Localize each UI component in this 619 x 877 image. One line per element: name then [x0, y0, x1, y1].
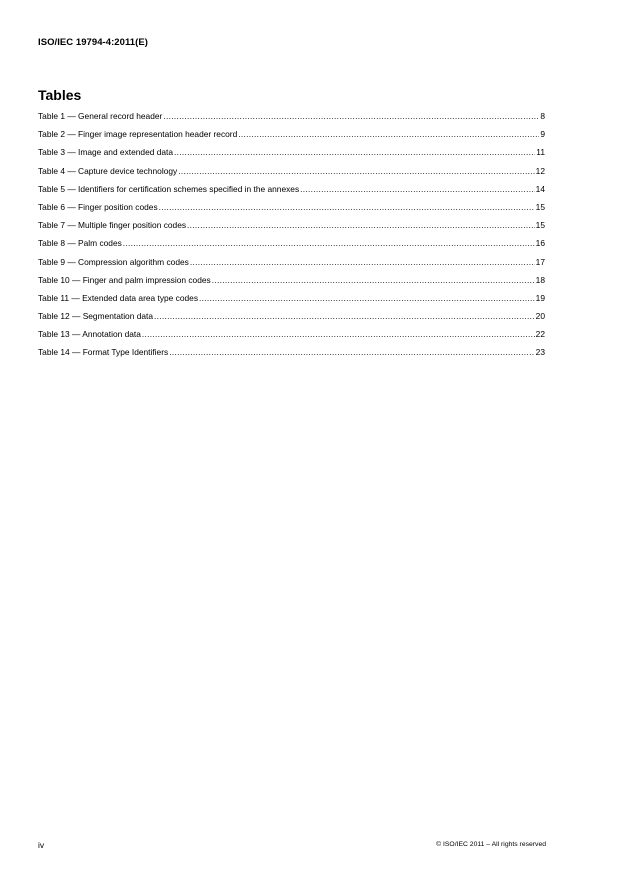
toc-entry[interactable] [38, 129, 545, 147]
toc-entry[interactable] [38, 184, 545, 202]
toc-entry-label: Table 4 — Capture device technology [38, 165, 178, 176]
toc-leader-dots [187, 220, 535, 230]
toc-entry-page: 23 [535, 347, 545, 358]
toc-entry-label: Table 12 — Segmentation data [38, 311, 153, 322]
toc-entry-label: Table 7 — Multiple finger position codes [38, 220, 187, 231]
copyright-notice: © ISO/IEC 2011 – All rights reserved [436, 841, 546, 848]
toc-entry-label: Table 11 — Extended data area type codes [38, 292, 199, 303]
toc-entry-label: Table 6 — Finger position codes [38, 201, 158, 212]
toc-entry-page: 18 [535, 274, 545, 285]
toc-entry-page: 15 [535, 220, 545, 231]
toc-entry[interactable] [38, 166, 545, 184]
toc-entry-label: Table 9 — Compression algorithm codes [38, 256, 189, 267]
page-number: iv [38, 840, 45, 850]
toc-entry-label: Table 3 — Image and extended data [38, 147, 174, 158]
toc-entry[interactable] [38, 329, 545, 347]
toc-leader-dots [300, 184, 535, 194]
toc-entry-page: 20 [535, 311, 545, 322]
section-title: Tables [38, 87, 82, 103]
toc-entry-label: Table 5 — Identifiers for certification schemes specified in the annexes [38, 183, 300, 194]
toc-entry[interactable] [38, 220, 545, 238]
toc-entry[interactable] [38, 202, 545, 220]
toc-entry-page: 8 [540, 111, 545, 121]
toc-leader-dots [238, 129, 539, 139]
toc-entry-label: Table 2 — Finger image representation header record [38, 129, 238, 140]
toc-leader-dots [163, 111, 539, 121]
toc-entry[interactable] [38, 257, 545, 275]
toc-entry-label: Table 8 — Palm codes [38, 238, 122, 249]
toc-leader-dots [178, 166, 534, 176]
toc-entry-page: 14 [535, 183, 545, 194]
toc-entry[interactable] [38, 111, 545, 129]
toc-entry-label: Table 1 — General record header [38, 111, 163, 121]
toc-entry-page: 15 [535, 201, 545, 212]
toc-leader-dots [169, 347, 534, 357]
toc-entry[interactable] [38, 147, 545, 165]
toc-entry-page: 17 [535, 256, 545, 267]
toc-leader-dots [159, 202, 535, 212]
toc-entry-page: 11 [536, 147, 545, 158]
toc-leader-dots [199, 293, 535, 303]
toc-leader-dots [123, 238, 535, 248]
toc-entry-page: 19 [535, 292, 545, 303]
toc-entry[interactable] [38, 238, 545, 256]
toc-leader-dots [174, 147, 535, 157]
toc-entry[interactable] [38, 311, 545, 329]
toc-entry[interactable] [38, 293, 545, 311]
table-of-tables [38, 111, 545, 366]
toc-entry-page: 9 [540, 129, 545, 140]
toc-entry-page: 16 [535, 238, 545, 249]
toc-entry[interactable] [38, 275, 545, 293]
toc-entry[interactable] [38, 347, 545, 365]
toc-leader-dots [212, 275, 535, 285]
toc-entry-page: 22 [535, 329, 545, 340]
toc-entry-label: Table 13 — Annotation data [38, 329, 141, 340]
toc-leader-dots [154, 311, 535, 321]
toc-leader-dots [142, 329, 535, 339]
toc-entry-label: Table 14 — Format Type Identifiers [38, 347, 169, 358]
toc-entry-label: Table 10 — Finger and palm impression codes [38, 274, 211, 285]
toc-leader-dots [190, 257, 535, 267]
document-id-header: ISO/IEC 19794-4:2011(E) [38, 37, 148, 48]
toc-entry-page: 12 [535, 165, 545, 176]
